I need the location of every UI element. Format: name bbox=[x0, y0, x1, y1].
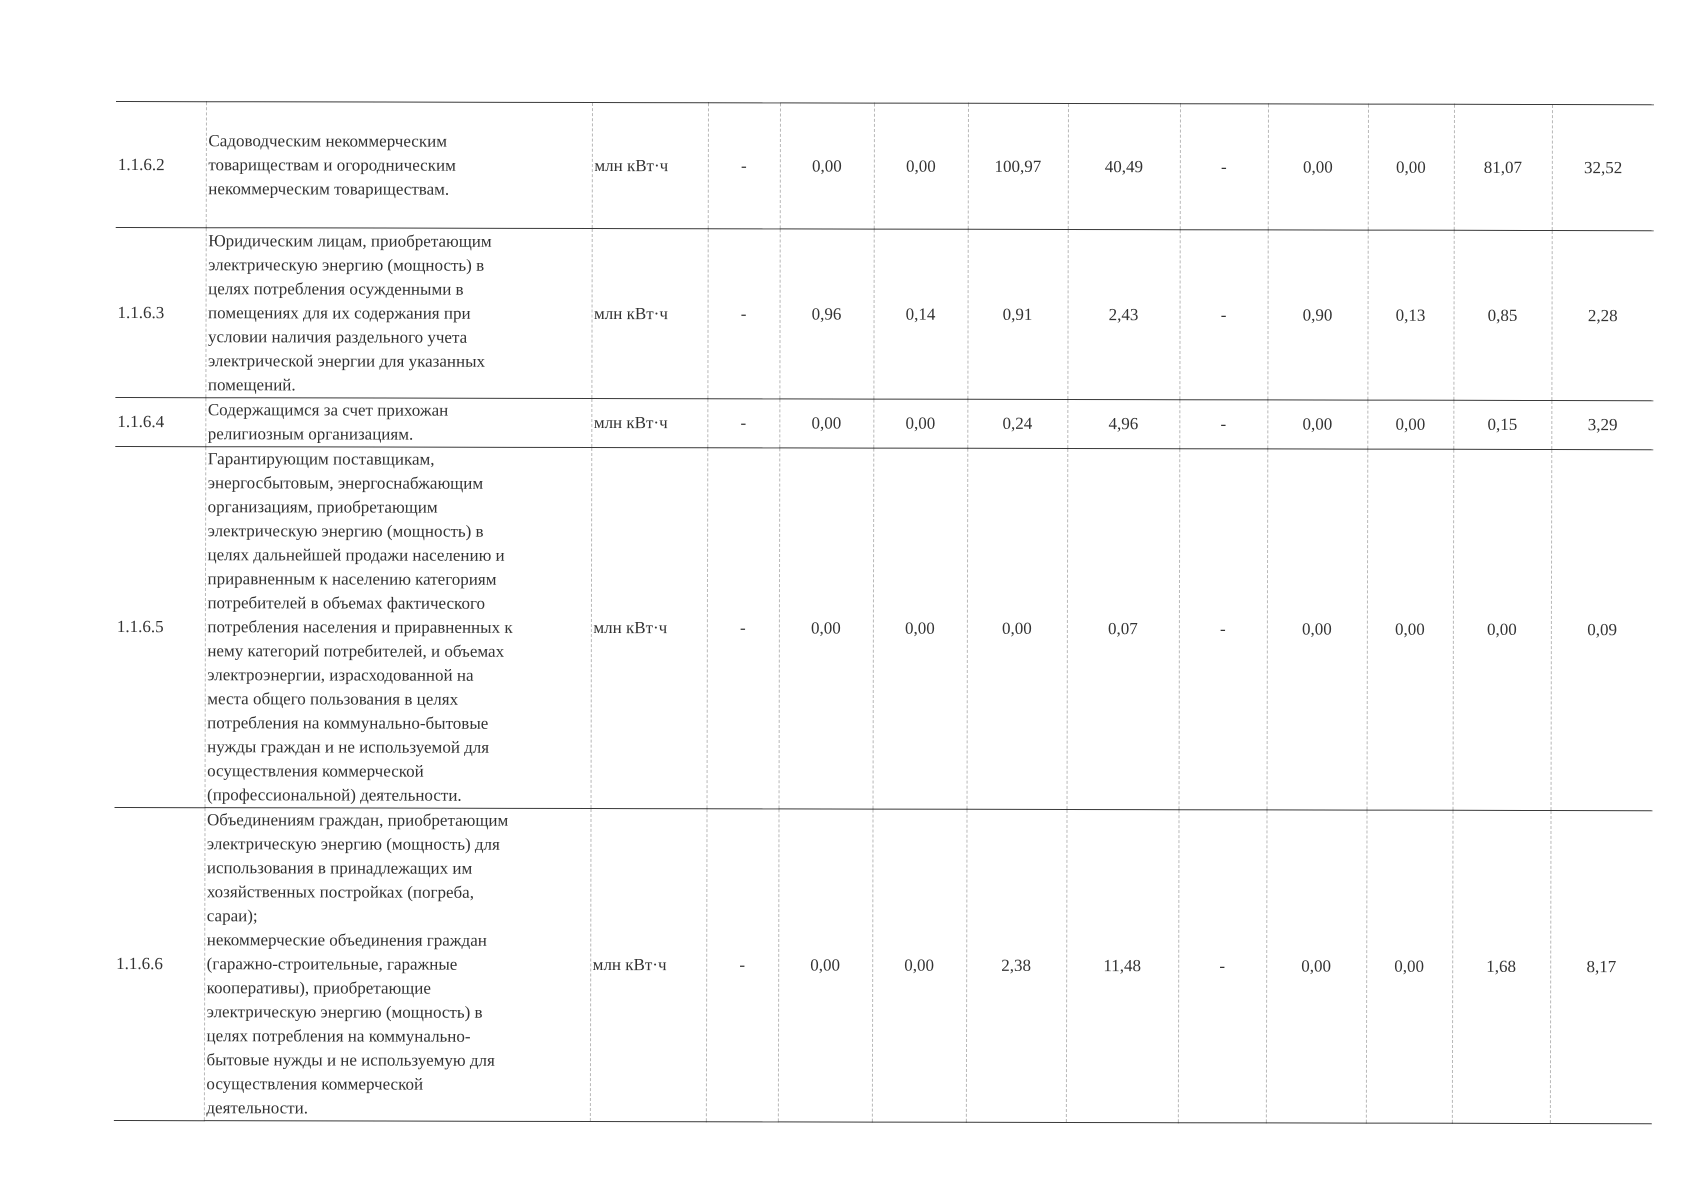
value-cell: 0,00 bbox=[780, 103, 874, 229]
value-cell: 0,00 bbox=[873, 448, 968, 809]
description-line: потребления населения и приравненных к bbox=[207, 617, 513, 637]
value-cell: 4,96 bbox=[1067, 399, 1179, 448]
description-line: кооперативы), приобретающие bbox=[206, 978, 431, 998]
value-cell: 32,52 bbox=[1552, 105, 1654, 231]
description-line: энергосбытовым, энергоснабжающим bbox=[207, 473, 484, 493]
description-line: религиозным организациям. bbox=[207, 424, 414, 444]
description-line: Объединениям граждан, приобретающим bbox=[206, 810, 509, 830]
unit-cell: млн кВт·ч bbox=[591, 447, 708, 808]
description-line: места общего пользования в целях bbox=[207, 689, 459, 709]
value-cell: 3,29 bbox=[1551, 401, 1653, 450]
value-cell: 2,43 bbox=[1067, 229, 1179, 399]
value-cell: 100,97 bbox=[968, 103, 1068, 229]
value-cell: 0,24 bbox=[967, 399, 1067, 448]
value-cell: 0,00 bbox=[778, 809, 873, 1122]
value-cell: 0,00 bbox=[1266, 810, 1367, 1123]
description-line: помещениях для их содержания при bbox=[208, 302, 471, 323]
description-line: Садоводческим некоммерческим bbox=[208, 130, 448, 151]
value-cell: 0,00 bbox=[779, 399, 873, 448]
empty-value-cell: - bbox=[707, 448, 780, 809]
description-line: помещений. bbox=[207, 374, 296, 394]
value-cell: 0,00 bbox=[779, 448, 874, 809]
value-cell: 0,07 bbox=[1067, 448, 1180, 809]
row-number: 1.1.6.3 bbox=[117, 302, 165, 322]
value-cell: 0,00 bbox=[1268, 104, 1368, 230]
table-row bbox=[114, 807, 1653, 1123]
description-line: нужды граждан и не используемой для bbox=[207, 737, 490, 757]
unit-cell: млн кВт·ч bbox=[591, 398, 707, 447]
description-line: электроэнергии, израсходованной на bbox=[207, 665, 474, 685]
value-cell: 0,91 bbox=[967, 229, 1067, 399]
description-line: электрическую энергию (мощность) в bbox=[206, 1002, 483, 1022]
empty-value-cell: - bbox=[1180, 104, 1268, 230]
empty-value-cell: - bbox=[1179, 400, 1267, 449]
description-line: организациям, приобретающим bbox=[207, 497, 438, 517]
row-description bbox=[204, 808, 591, 1122]
table-row bbox=[115, 446, 1654, 810]
value-cell: 0,14 bbox=[873, 229, 967, 399]
value-cell: 0,00 bbox=[1267, 449, 1368, 810]
value-cell: 0,00 bbox=[874, 103, 968, 229]
description-line: электрической энергии для указанных bbox=[207, 350, 486, 371]
value-cell: 1,68 bbox=[1452, 810, 1551, 1123]
value-cell: 8,17 bbox=[1550, 811, 1653, 1124]
empty-value-cell: - bbox=[707, 399, 779, 448]
empty-value-cell: - bbox=[1179, 449, 1268, 810]
row-description bbox=[205, 447, 592, 809]
description-line: некоммерческие объединения граждан bbox=[206, 930, 487, 950]
description-line: электрическую энергию (мощность) в bbox=[207, 521, 484, 541]
empty-value-cell: - bbox=[1179, 230, 1267, 400]
electricity-volume-table bbox=[114, 101, 1654, 1124]
value-cell: 2,28 bbox=[1551, 231, 1653, 401]
description-line: нему категорий потребителей, и объемах bbox=[207, 641, 505, 661]
description-line: потребителей в объемах фактического bbox=[207, 593, 486, 613]
description-line: потребления на коммунально-бытовые bbox=[207, 713, 489, 733]
description-line: условии наличия раздельного учета bbox=[207, 326, 468, 347]
row-number: 1.1.6.2 bbox=[117, 154, 165, 174]
empty-value-cell: - bbox=[708, 103, 780, 229]
row-number: 1.1.6.6 bbox=[116, 954, 163, 974]
value-cell: 0,00 bbox=[872, 809, 967, 1122]
description-line: осуществления коммерческой bbox=[206, 1074, 424, 1094]
description-line: сараи); bbox=[206, 906, 258, 926]
unit-cell: млн кВт·ч bbox=[592, 102, 708, 228]
value-cell: 0,90 bbox=[1267, 230, 1367, 400]
unit-cell: млн кВт·ч bbox=[590, 808, 707, 1121]
row-description bbox=[205, 228, 591, 399]
value-cell: 0,00 bbox=[1366, 810, 1453, 1123]
value-cell: 0,96 bbox=[779, 229, 873, 399]
table-body bbox=[114, 102, 1654, 1124]
value-cell: 0,00 bbox=[1267, 400, 1367, 449]
value-cell: 0,00 bbox=[1367, 400, 1453, 449]
description-line: (гаражно-строительные, гаражные bbox=[206, 954, 458, 974]
description-line: использования в принадлежащих им bbox=[206, 858, 473, 878]
table-row bbox=[115, 397, 1653, 449]
value-cell: 0,00 bbox=[1368, 104, 1454, 230]
description-line: целях потребления осужденными в bbox=[208, 278, 464, 299]
description-line: хозяйственных постройках (погреба, bbox=[206, 882, 474, 902]
description-line: электрическую энергию (мощность) для bbox=[206, 834, 500, 854]
row-number: 1.1.6.4 bbox=[117, 412, 165, 432]
value-cell: 0,15 bbox=[1453, 400, 1551, 449]
value-cell: 40,49 bbox=[1068, 103, 1180, 229]
description-line: Содержащимся за счет прихожан bbox=[207, 400, 449, 420]
description-line: некоммерческим товариществам. bbox=[208, 178, 450, 199]
description-line: осуществления коммерческой bbox=[207, 761, 424, 781]
description-line: бытовые нужды и не используемую для bbox=[206, 1050, 495, 1070]
row-number: 1.1.6.5 bbox=[116, 617, 164, 637]
value-cell: 0,13 bbox=[1367, 230, 1453, 400]
row-description bbox=[206, 102, 592, 229]
value-cell: 0,00 bbox=[1367, 449, 1454, 810]
value-cell: 11,48 bbox=[1066, 809, 1179, 1122]
value-cell: 2,38 bbox=[966, 809, 1067, 1122]
empty-value-cell: - bbox=[706, 809, 779, 1122]
value-cell: 0,00 bbox=[1453, 449, 1552, 810]
value-cell: 0,85 bbox=[1453, 230, 1551, 400]
unit-cell: млн кВт·ч bbox=[591, 228, 707, 398]
table-row bbox=[115, 227, 1653, 400]
description-line: приравненным к населению категориям bbox=[207, 569, 497, 589]
description-line: целях дальнейшей продажи населению и bbox=[207, 545, 505, 565]
value-cell: 0,09 bbox=[1551, 450, 1654, 811]
description-line: Гарантирующим поставщикам, bbox=[207, 449, 435, 469]
description-line: Юридическим лицам, приобретающим bbox=[208, 230, 492, 251]
description-line: товариществам и огородническим bbox=[208, 154, 456, 175]
description-line: целях потребления на коммунально- bbox=[206, 1026, 471, 1046]
table-row bbox=[116, 102, 1654, 231]
empty-value-cell: - bbox=[1178, 810, 1267, 1123]
description-line: электрическую энергию (мощность) в bbox=[208, 254, 485, 275]
empty-value-cell: - bbox=[707, 229, 779, 399]
value-cell: 0,00 bbox=[873, 399, 967, 448]
row-description bbox=[205, 398, 591, 448]
description-line: (профессиональной) деятельности. bbox=[207, 785, 462, 805]
description-line: деятельности. bbox=[206, 1098, 308, 1118]
value-cell: 81,07 bbox=[1454, 104, 1552, 230]
value-cell: 0,00 bbox=[967, 448, 1068, 809]
